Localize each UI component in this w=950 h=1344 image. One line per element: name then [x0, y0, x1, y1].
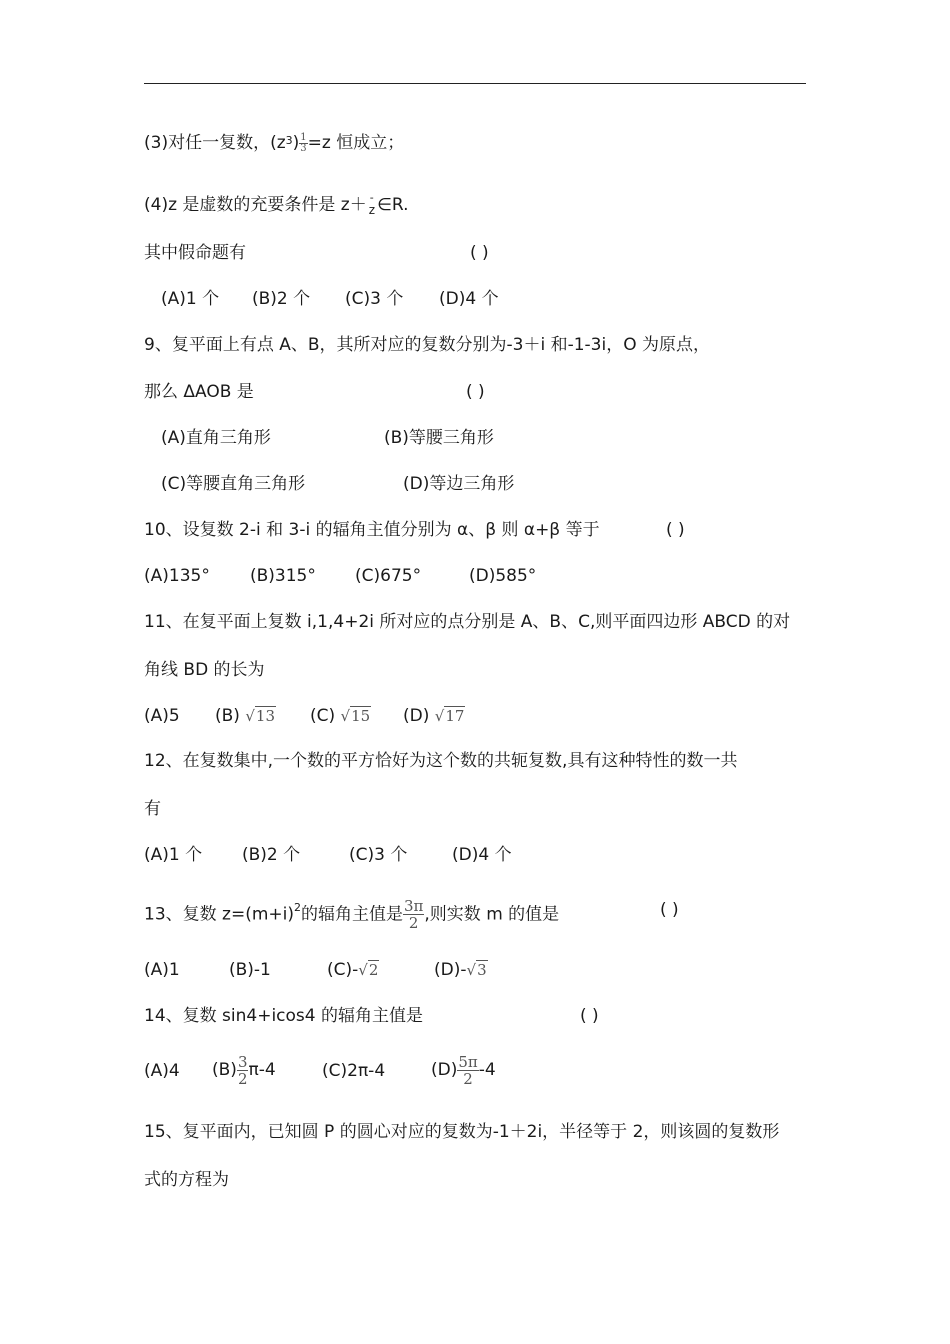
- sqrt-2: √2: [358, 961, 379, 979]
- fraction-5pi-over-2: [457, 1054, 478, 1087]
- statement-3: [144, 131, 404, 155]
- q8-option-a: (A)1 个: [161, 289, 220, 309]
- q11-option-d-label: (D): [403, 706, 435, 726]
- z-conjugate: - z: [369, 198, 375, 222]
- frac-numerator: 5π: [458, 1052, 478, 1071]
- q10-answer-paren: ( ): [666, 520, 685, 540]
- sqrt-15: √15: [340, 707, 371, 725]
- q12-line-1: 12、在复数集中,一个数的平方恰好为这个数的共轭复数,具有这种特性的数一共: [144, 751, 738, 771]
- q9-option-c: (C)等腰直角三角形: [161, 474, 306, 494]
- statement-3-tail: =z 恒成立；: [307, 133, 405, 153]
- q12-option-b: (B)2 个: [242, 845, 301, 865]
- q13-option-a-label: (A)1: [144, 960, 180, 980]
- q12-option-d: (D)4 个: [452, 845, 512, 865]
- q13-answer-paren: ( ): [660, 900, 679, 920]
- q9-line-1: 9、复平面上有点 A、B，其所对应的复数分别为-3＋i 和-1-3i，O 为原点，: [144, 335, 710, 355]
- fraction-3-over-2: [237, 1054, 249, 1087]
- q11-line-2: 角线 BD 的长为: [144, 660, 265, 680]
- q10-option-c: (C)675°: [355, 566, 422, 586]
- sqrt-13: √13: [245, 707, 275, 725]
- statement-4: [144, 193, 408, 217]
- q11-option-a-label: (A)5: [144, 706, 180, 726]
- q11-option-c-label: (C): [310, 706, 341, 726]
- q10-option-b: (B)315°: [250, 566, 316, 586]
- exponent: 3: [285, 134, 293, 147]
- q11-line-1: 11、在复平面上复数 i,1,4+2i 所对应的点分别是 A、B、C,则平面四边形 ABCD 的对: [144, 612, 791, 632]
- statement-4-text: (4)z 是虚数的充要条件是 z＋: [144, 195, 367, 215]
- statement-3-text: (3)对任一复数，(z: [144, 133, 286, 153]
- q8-option-b: (B)2 个: [252, 289, 311, 309]
- q11-option-b: [215, 704, 276, 728]
- q14-option-a: (A)4: [144, 1061, 180, 1081]
- q14-option-d-tail: -4: [478, 1060, 496, 1080]
- q12-option-c: (C)3 个: [349, 845, 408, 865]
- frac-numerator: 3: [237, 1052, 248, 1071]
- q9-answer-paren: ( ): [466, 382, 485, 402]
- radicand: 17: [445, 707, 465, 725]
- q9-line-2: 那么 ΔAOB 是: [144, 382, 254, 402]
- q13-text-mid: 的辐角主值是: [301, 904, 403, 925]
- q13-option-a: [144, 958, 180, 982]
- q14-option-c: (C)2π-4: [322, 1061, 386, 1081]
- exponent: 2: [294, 901, 301, 914]
- radicand: 3: [477, 961, 487, 979]
- q8-answer-paren: ( ): [470, 243, 489, 263]
- frac-denominator: 2: [463, 1069, 473, 1088]
- q11-option-a: [144, 704, 180, 728]
- q8-prompt: 其中假命题有: [144, 243, 246, 263]
- frac-numerator: 3π: [404, 897, 424, 915]
- fraction-3pi-over-2: [403, 898, 424, 931]
- sqrt-3: √3: [466, 961, 487, 979]
- q9-option-d: (D)等边三角形: [403, 474, 515, 494]
- q13-text: 13、复数 z=(m+i): [144, 904, 294, 925]
- q11-option-c: [310, 704, 371, 728]
- q13-line: [144, 898, 559, 934]
- q13-option-b: [229, 958, 271, 982]
- header-rule: [144, 83, 806, 84]
- q10-line: 10、设复数 2-i 和 3-i 的辐角主值分别为 α、β 则 α+β 等于: [144, 520, 600, 540]
- radicand: 2: [368, 961, 379, 979]
- paren-close: ): [292, 133, 300, 153]
- q13-option-d: [434, 958, 488, 982]
- q12-line-2: 有: [144, 799, 161, 819]
- radicand: 15: [351, 707, 371, 725]
- statement-4-tail: ∈R.: [377, 195, 409, 215]
- q15-line-2: 式的方程为: [144, 1170, 229, 1190]
- frac-denominator: 3: [300, 142, 307, 154]
- q10-option-d: (D)585°: [469, 566, 537, 586]
- frac-denominator: 2: [408, 914, 419, 932]
- sqrt-17: √17: [434, 707, 465, 725]
- q13-option-c: [327, 958, 379, 982]
- fraction-one-third: [299, 133, 307, 154]
- q13-option-c-label: (C)-: [327, 960, 359, 980]
- q8-option-c: (C)3 个: [345, 289, 404, 309]
- q12-option-a: (A)1 个: [144, 845, 203, 865]
- q14-line: 14、复数 sin4+icos4 的辐角主值是: [144, 1006, 423, 1026]
- q11-option-d: [403, 704, 465, 728]
- q8-option-d: (D)4 个: [439, 289, 499, 309]
- q15-line-1: 15、复平面内，已知圆 P 的圆心对应的复数为-1＋2i，半径等于 2，则该圆的复数形: [144, 1122, 780, 1142]
- q13-option-b-label: (B)-1: [229, 960, 271, 980]
- q13-text-tail: ,则实数 m 的值是: [424, 904, 560, 925]
- frac-denominator: 2: [237, 1069, 248, 1088]
- q14-option-b: [212, 1050, 276, 1090]
- q14-option-d: [431, 1050, 496, 1090]
- q14-option-d-label: (D): [431, 1060, 458, 1080]
- frac-numerator: 1: [300, 131, 307, 143]
- q14-option-b-label: (B): [212, 1060, 237, 1080]
- q13-option-d-label: (D)-: [434, 960, 467, 980]
- q10-option-a: (A)135°: [144, 566, 210, 586]
- q14-answer-paren: ( ): [580, 1006, 599, 1026]
- q14-option-b-tail: π-4: [248, 1060, 276, 1080]
- q9-option-b: (B)等腰三角形: [384, 428, 494, 448]
- q11-option-b-label: (B): [215, 706, 246, 726]
- radicand: 13: [255, 707, 275, 725]
- q9-option-a: (A)直角三角形: [161, 428, 271, 448]
